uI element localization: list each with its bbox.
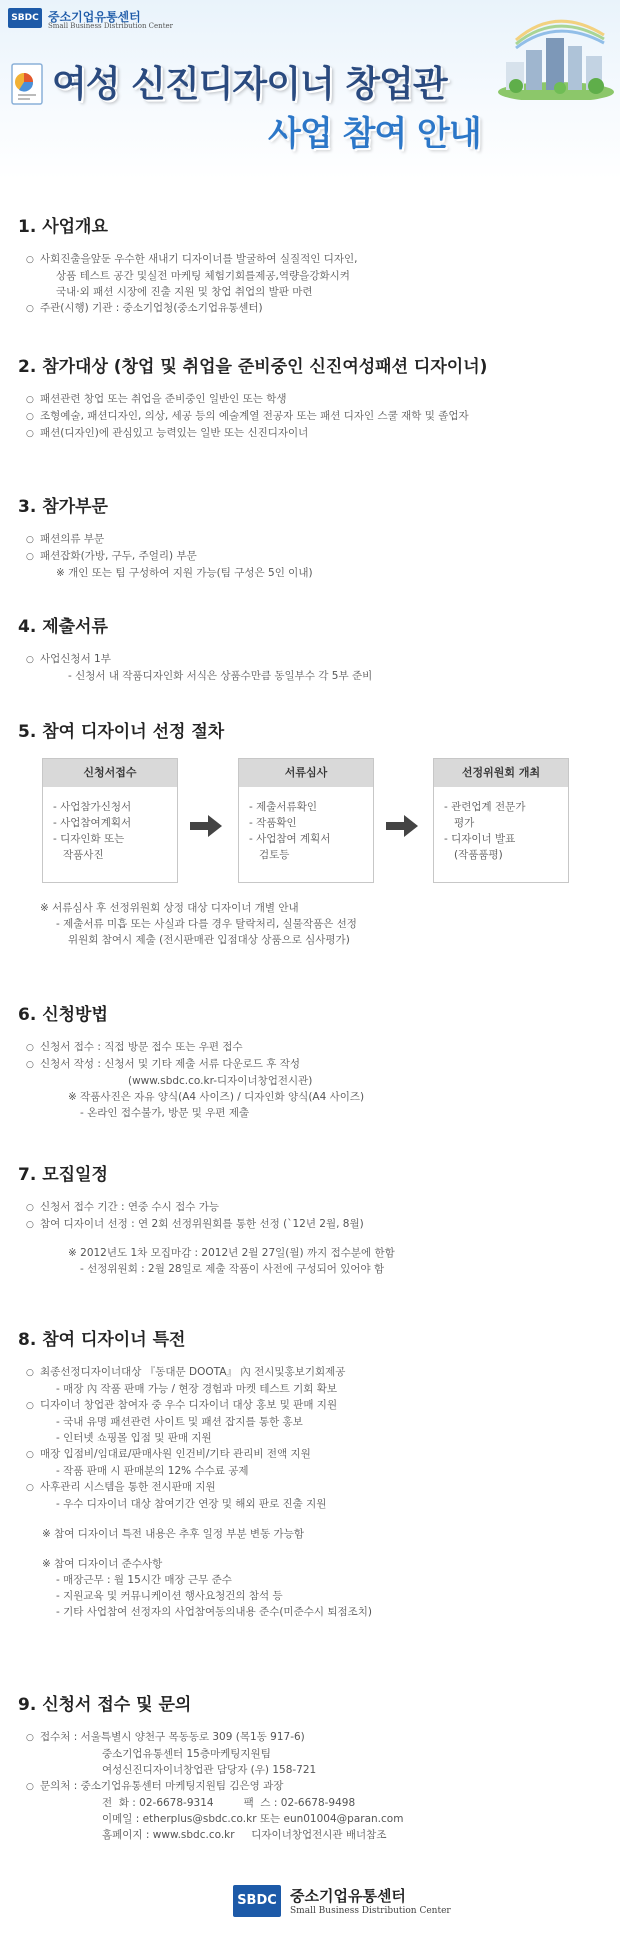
page-title-line2: 사업 참여 안내 xyxy=(268,114,481,154)
flow-step-item: 검토등 xyxy=(249,849,290,861)
flow-step-title: 서류심사 xyxy=(239,759,373,787)
flow-step-application xyxy=(42,758,178,883)
list-item: - 매장 內 작품 판매 가능 / 현장 경험과 마켓 테스트 기회 확보 xyxy=(56,1383,338,1395)
flow-step-item: - 디자이너 발표 xyxy=(444,833,516,845)
list-item: - 기타 사업참여 선정자의 사업참여동의내용 준수(미준수시 퇴점조치) xyxy=(56,1606,373,1618)
list-item: - 작품 판매 시 판매분의 12% 수수료 공제 xyxy=(56,1465,249,1477)
page-title-line1: 여성 신진디자이너 창업관 xyxy=(52,64,447,105)
list-item: ○ 신청서 접수 : 직접 방문 접수 또는 우편 접수 xyxy=(18,1039,364,1056)
list-item: ○ 패션관련 창업 또는 취업을 준비중인 일반인 또는 학생 xyxy=(18,391,487,408)
document-chart-icon xyxy=(6,60,48,112)
list-item: ○ 패션의류 부문 xyxy=(18,531,313,548)
list-item: ○ 사회진출을앞둔 우수한 새내기 디자이너를 발굴하여 실질적인 디자인, xyxy=(18,251,358,268)
list-item: ○ 조형예술, 패션디자인, 의상, 세공 등의 예술계열 전공자 또는 패션 디자인 스쿨 재학 및 졸업자 xyxy=(18,408,487,425)
logo-subtitle: Small Business Distribution Center xyxy=(48,22,173,30)
flow-step-item: - 사업참가신청서 xyxy=(53,801,132,813)
list-note: 위원회 참여시 제출 (전시판매관 입점대상 상품으로 심사평가) xyxy=(68,934,350,946)
section-title: 5. 참여 디자이너 선정 절차 xyxy=(18,722,225,742)
list-item: ○ 참여 디자이너 선정 : 연 2회 선정위원회를 통한 선정 (`12년 2월, 8월) xyxy=(18,1216,395,1233)
list-item: ○ 사후관리 시스템을 통한 전시판매 지원 xyxy=(18,1479,372,1496)
list-item: 이메일 : etherplus@sbdc.co.kr 또는 eun01004@paran.com xyxy=(102,1813,404,1825)
list-item: ○ 주관(시행) 기관 : 중소기업청(중소기업유통센터) xyxy=(18,300,358,317)
footer-sbdc-logo: SBDC xyxy=(233,1885,281,1917)
footer-org-subtitle: Small Business Distribution Center xyxy=(290,1906,451,1916)
section-title: 6. 신청방법 xyxy=(18,1005,108,1025)
section-title: 4. 제출서류 xyxy=(18,617,108,637)
list-note: ※ 2012년도 1차 모집마감 : 2012년 2월 27일(월) 까지 접수분에 한함 xyxy=(68,1247,395,1259)
list-item: 중소기업유통센터 15층마케팅지원팀 xyxy=(102,1748,271,1760)
flow-step-item: - 제출서류확인 xyxy=(249,801,317,813)
flow-step-item: - 사업참여 계획서 xyxy=(249,833,331,845)
flow-step-document-review xyxy=(238,758,374,883)
list-item: ○ 패션(디자인)에 관심있고 능력있는 일반 또는 신진디자이너 xyxy=(18,425,487,442)
list-item: ○ 접수처 : 서울특별시 양천구 목동동로 309 (목1동 917-6) xyxy=(18,1729,403,1746)
section-title: 1. 사업개요 xyxy=(18,217,108,237)
list-note: ※ 참여 디자이너 특전 내용은 추후 일정 부분 변동 가능함 xyxy=(42,1528,304,1540)
section-title: 3. 참가부문 xyxy=(18,497,108,517)
flow-step-title: 선정위원회 개최 xyxy=(434,759,568,787)
list-item: ○ 패션잡화(가방, 구두, 주얼리) 부문 xyxy=(18,548,313,565)
list-note: ※ 작품사진은 자유 양식(A4 사이즈) / 디자인화 양식(A4 사이즈) xyxy=(68,1091,365,1103)
flow-step-body xyxy=(434,787,568,875)
section-overview xyxy=(18,212,358,317)
list-item: - 국내 유명 패션관련 사이트 및 패션 잡지를 통한 홍보 xyxy=(56,1416,303,1428)
list-item: - 지원교육 및 커뮤니케이션 행사요청건의 참석 등 xyxy=(56,1590,283,1602)
list-item: ○ 매장 입점비/임대료/판매사원 인건비/기타 관리비 전액 지원 xyxy=(18,1446,372,1463)
list-note: - 제출서류 미흡 또는 사실과 다를 경우 탈락처리, 실물작품은 선정 xyxy=(56,918,357,930)
section-title: 9. 신청서 접수 및 문의 xyxy=(18,1695,192,1715)
section-contact xyxy=(18,1690,403,1843)
sbdc-logo-mark: SBDC xyxy=(8,8,42,28)
flow-step-body xyxy=(43,787,177,875)
section-title: 2. 참가대상 (창업 및 취업을 준비중인 신진여성패션 디자이너) xyxy=(18,357,488,377)
section-schedule xyxy=(18,1160,395,1277)
section-title: 8. 참여 디자이너 특전 xyxy=(18,1330,186,1350)
flow-step-committee xyxy=(433,758,569,883)
footer-org-name: 중소기업유통센터 xyxy=(290,1887,406,1905)
right-arrow-icon xyxy=(190,815,222,837)
section-title: 7. 모집일정 xyxy=(18,1165,108,1185)
flow-step-item: - 사업참여계획서 xyxy=(53,817,132,829)
list-item: 여성신진디자이너창업관 담당자 (우) 158-721 xyxy=(102,1764,317,1776)
list-item: 전 화 : 02-6678-9314 팩 스 : 02-6678-9498 xyxy=(102,1797,356,1809)
list-item: ○ 사업신청서 1부 xyxy=(18,651,372,668)
flow-step-title: 신청서접수 xyxy=(43,759,177,787)
list-item: ○ 최종선정디자이너대상 『동대문 DOOTA』 內 전시및홍보기회제공 xyxy=(18,1364,372,1381)
list-item: 홈페이지 : www.sbdc.co.kr 디자이너창업전시관 배너참조 xyxy=(102,1829,387,1841)
flow-step-item: (작품품평) xyxy=(444,849,503,861)
list-item: ○ 신청서 접수 기간 : 연중 수시 접수 가능 xyxy=(18,1199,395,1216)
list-note: - 온라인 접수불가, 방문 및 우편 제출 xyxy=(80,1107,250,1119)
flow-step-item: - 디자인화 또는 xyxy=(53,833,125,845)
header-banner xyxy=(0,0,620,180)
section-how-to-apply xyxy=(18,1000,364,1121)
city-skyline-illustration xyxy=(496,10,614,100)
section-selection-process xyxy=(18,717,224,756)
list-item: 상품 테스트 공간 및실전 마케팅 체험기회를제공,역량을강화시켜 xyxy=(56,270,350,282)
list-note: ※ 개인 또는 팀 구성하여 지원 가능(팀 구성은 5인 이내) xyxy=(56,567,313,579)
logo-name: 중소기업유통센터 xyxy=(48,10,141,24)
list-note: ※ 참여 디자이너 준수사항 xyxy=(42,1558,163,1570)
section-eligibility xyxy=(18,352,487,442)
flow-step-item: - 관련업계 전문가 xyxy=(444,801,526,813)
flow-step-item: 작품사진 xyxy=(53,849,104,861)
list-item: 국내·외 패션 시장에 진출 지원 및 창업 취업의 발판 마련 xyxy=(56,286,313,298)
list-item: ○ 신청서 작성 : 신청서 및 기타 제출 서류 다운로드 후 작성 xyxy=(18,1056,364,1073)
list-note: - 선정위원회 : 2월 28일로 제출 작품이 사전에 구성되어 있어야 함 xyxy=(80,1263,385,1275)
section-selection-notes xyxy=(18,900,357,948)
list-item: (www.sbdc.co.kr-디자이너창업전시관) xyxy=(128,1075,313,1087)
flow-step-item: - 작품확인 xyxy=(249,817,297,829)
list-item: ○ 디자이너 창업관 참여자 중 우수 디자이너 대상 홍보 및 판매 지원 xyxy=(18,1397,372,1414)
list-item: - 신청서 내 작품디자인화 서식은 상품수만큼 동일부수 각 5부 준비 xyxy=(68,670,373,682)
list-item: - 우수 디자이너 대상 참여기간 연장 및 해외 판로 진출 지원 xyxy=(56,1498,327,1510)
list-item: - 매장근무 : 월 15시간 매장 근무 준수 xyxy=(56,1574,232,1586)
flow-step-item: 평가 xyxy=(444,817,475,829)
section-benefits xyxy=(18,1325,372,1620)
list-item: - 인터넷 쇼핑몰 입점 및 판매 지원 xyxy=(56,1432,212,1444)
flow-step-body xyxy=(239,787,373,875)
right-arrow-icon xyxy=(386,815,418,837)
list-note: ※ 서류심사 후 선정위원회 상정 대상 디자이너 개별 안내 xyxy=(40,902,299,914)
section-categories xyxy=(18,492,313,581)
section-documents xyxy=(18,612,372,684)
list-item: ○ 문의처 : 중소기업유통센터 마케팅지원팀 김은영 과장 xyxy=(18,1778,403,1795)
